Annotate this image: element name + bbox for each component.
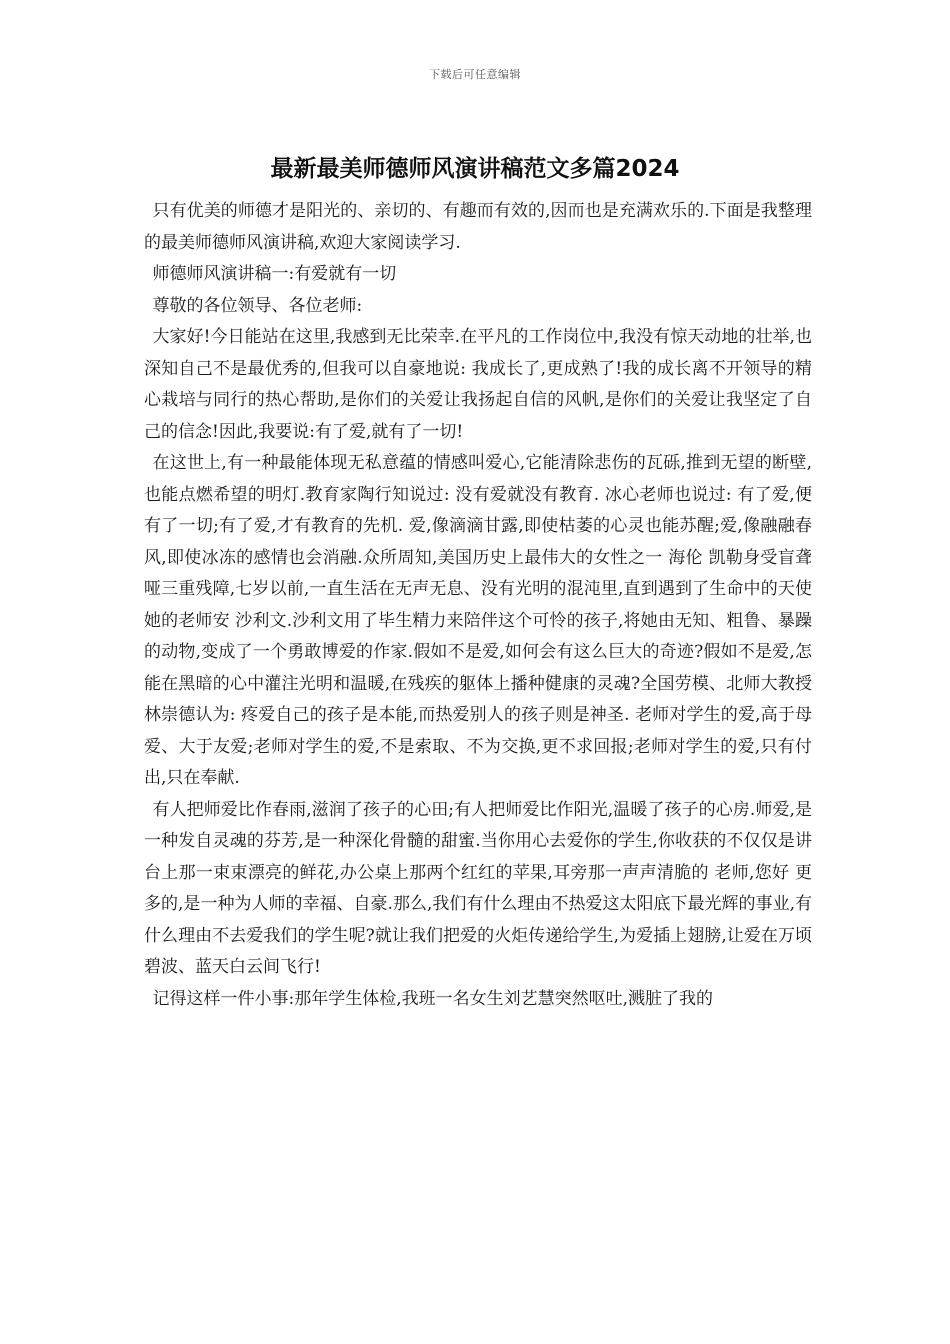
section-heading: 师德师风演讲稿一:有爱就有一切 [152,264,397,284]
intro-paragraph: 只有优美的师德才是阳光的、亲切的、有趣而有效的,因而也是充满欢乐的.下面是我整理的最美师德师风演讲稿,欢迎大家阅读学习. [144,201,812,253]
document-title: 最新最美师德师风演讲稿范文多篇2024 [270,156,680,182]
document-body [144,196,812,1015]
body-paragraph: 记得这样一件小事:那年学生体检,我班一名女生刘艺慧突然呕吐,溅脏了我的 [152,988,714,1009]
body-paragraph: 在这世上,有一种最能体现无私意蕴的情感叫爱心,它能清除悲伤的瓦砾,推到无望的断壁,也能点燃希望的明灯.教育家陶行知说过: 没有爱就没有教育. 冰心老师也说过: 有了爱,便有了一切;有了爱,才有教育的先机. 爱,像滴滴甘露,即使枯萎的心灵也能苏醒;爱,像融融春风,即使冰冻的感情也会消融.众所周知,美国历史上最伟大的女性之一 海伦 凯勒身受盲聋哑三重残障,七岁以前,一直生活在无声无息、没有光明的混沌里,直到遇到了生命中的天使 她的老师安 沙利文.沙利文用了毕生精力来陪伴这个可怜的孩子,将她由无知、粗鲁、暴躁的动物,变成了一个勇敢博爱的作家.假如不是爱,如何会有这么巨大的奇迹?假如不是爱,怎能在黑暗的心中灌注光明和温暖,在残疾的躯体上播种健康的灵魂?全国劳模、北师大教授林崇德认为: 疼爱自己的孩子是本能,而热爱别人的孩子则是神圣. 老师对学生的爱,高于母爱、大于友爱;老师对学生的爱,不是索取、不为交换,更不求回报;老师对学生的爱,只有付出,只在奉献. [144,453,812,788]
header-note: 下载后可任意编辑 [429,68,521,81]
salutation: 尊敬的各位领导、各位老师: [152,295,363,316]
body-paragraph: 有人把师爱比作春雨,滋润了孩子的心田;有人把师爱比作阳光,温暖了孩子的心房.师爱,是一种发自灵魂的芬芳,是一种深化骨髓的甜蜜.当你用心去爱你的学生,你收获的不仅仅是讲台上那一束束漂亮的鲜花,办公桌上那两个红红的苹果,耳旁那一声声清脆的 老师,您好 更多的,是一种为人师的幸福、自豪.那么,我们有什么理由不热爱这太阳底下最光辉的事业,有什么理由不去爱我们的学生呢?就让我们把爱的火炬传递给学生,为爱插上翅膀,让爱在万顷碧波、蓝天白云间飞行! [144,799,812,977]
body-paragraph: 大家好!今日能站在这里,我感到无比荣幸.在平凡的工作岗位中,我没有惊天动地的壮举,也深知自己不是最优秀的,但我可以自豪地说: 我成长了,更成熟了!我的成长离不开领导的精心栽培与同行的热心帮助,是你们的关爱让我扬起自信的风帆,是你们的关爱让我坚定了自己的信念!因此,我要说:有了爱,就有了一切! [144,327,812,442]
